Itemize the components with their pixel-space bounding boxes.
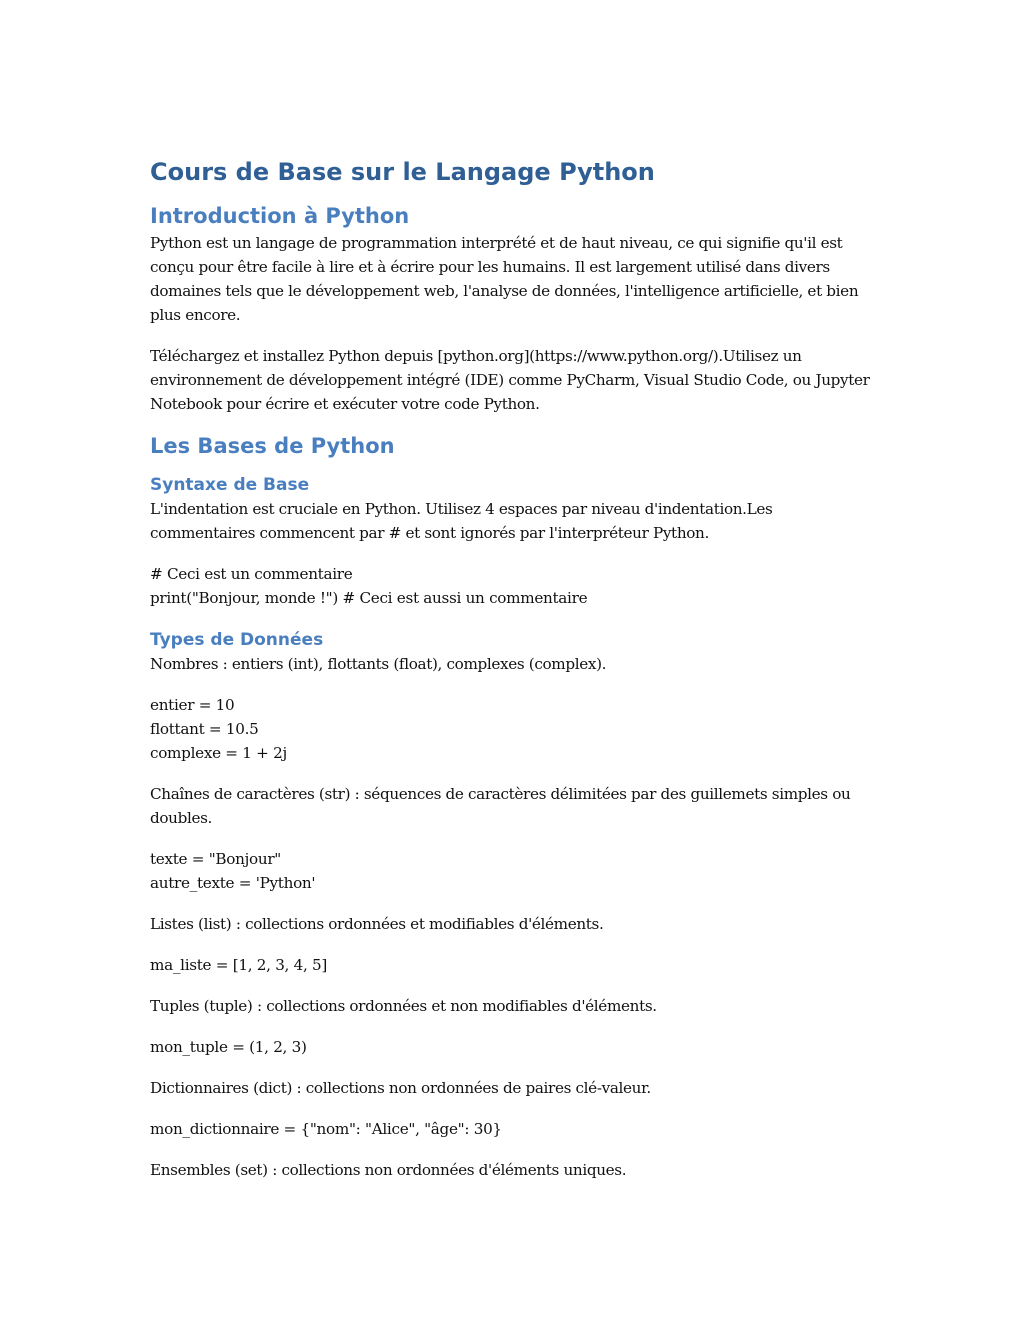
tuple-code-block: [150, 1035, 870, 1059]
heading-introduction: Introduction à Python: [150, 204, 410, 228]
string-description: Chaînes de caractères (str) : séquences de caractères délimitées par des guillemets simples ou doubles.: [150, 785, 851, 827]
code-line: complexe = 1 + 2j: [150, 744, 287, 762]
tuple-description: Tuples (tuple) : collections ordonnées et non modifiables d'éléments.: [150, 997, 657, 1015]
document-title: Cours de Base sur le Langage Python: [150, 158, 655, 186]
code-line: mon_dictionnaire = {"nom": "Alice", "âge": 30}: [150, 1120, 502, 1138]
code-line: ma_liste = [1, 2, 3, 4, 5]: [150, 956, 328, 974]
set-description: Ensembles (set) : collections non ordonnées d'éléments uniques.: [150, 1161, 627, 1179]
heading-types: Types de Données: [150, 630, 324, 650]
intro-paragraph: Python est un langage de programmation interprété et de haut niveau, ce qui signifie qu'il est conçu pour être facile à lire et à écrire pour les humains. Il est largement utilisé dans divers domaines tels que le développement web, l'analyse de données, l'intelligence artificielle, et bien plus encore.: [150, 234, 859, 324]
list-description: Listes (list) : collections ordonnées et modifiables d'éléments.: [150, 915, 604, 933]
dict-code-block: [150, 1117, 870, 1141]
code-line: texte = "Bonjour": [150, 850, 281, 868]
string-code-block: [150, 847, 870, 895]
code-line: entier = 10: [150, 696, 235, 714]
heading-bases: Les Bases de Python: [150, 434, 395, 458]
numbers-code-block: [150, 693, 870, 765]
document-page: [150, 155, 870, 1182]
heading-syntax: Syntaxe de Base: [150, 475, 310, 495]
dict-description: Dictionnaires (dict) : collections non ordonnées de paires clé-valeur.: [150, 1079, 651, 1097]
code-line: flottant = 10.5: [150, 720, 259, 738]
syntax-paragraph: L'indentation est cruciale en Python. Utilisez 4 espaces par niveau d'indentation.Les commentaires commencent par # et sont ignorés par l'interpréteur Python.: [150, 500, 773, 542]
numbers-description: Nombres : entiers (int), flottants (float), complexes (complex).: [150, 655, 607, 673]
syntax-code-block: [150, 562, 870, 610]
code-line: autre_texte = 'Python': [150, 874, 316, 892]
list-code-block: [150, 953, 870, 977]
code-line: print("Bonjour, monde !") # Ceci est aussi un commentaire: [150, 589, 588, 607]
code-line: # Ceci est un commentaire: [150, 565, 353, 583]
install-paragraph: Téléchargez et installez Python depuis [python.org](https://www.python.org/).Utilisez un environnement de développement intégré (IDE) comme PyCharm, Visual Studio Code, ou Jupyter Notebook pour écrire et exécuter votre code Python.: [150, 347, 870, 413]
code-line: mon_tuple = (1, 2, 3): [150, 1038, 307, 1056]
